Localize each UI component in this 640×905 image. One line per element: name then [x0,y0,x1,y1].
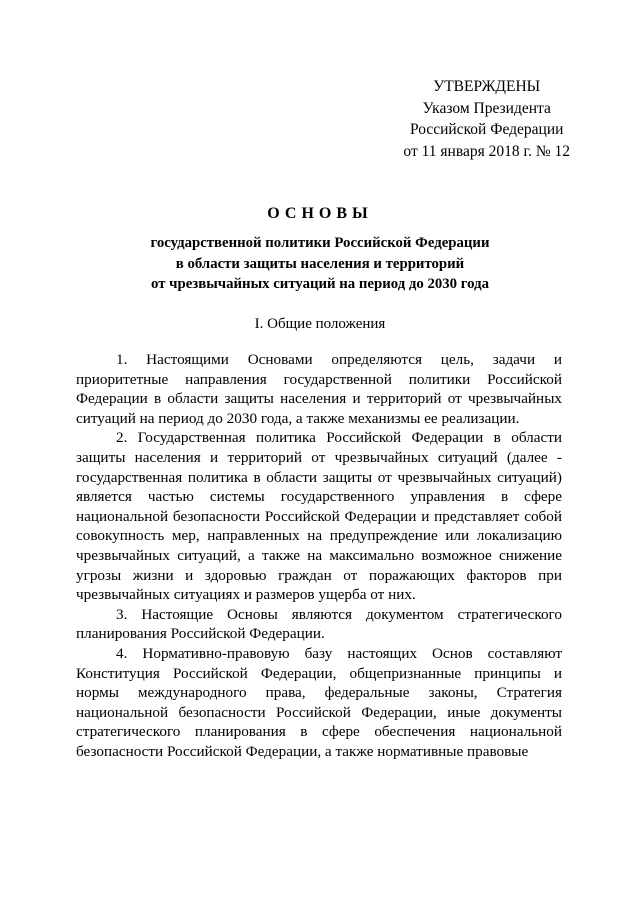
paragraph-3: 3. Настоящие Основы являются документом стратегического планирования Российской Федерации. [76,605,562,643]
document-body [76,350,562,761]
document-subtitle [0,233,640,295]
approval-block [403,76,570,162]
subtitle-line-2: в области защиты населения и территорий [175,255,465,272]
approval-decree: Указом Президента [422,99,551,117]
subtitle-line-1: государственной политики Российской Федерации [150,235,490,251]
section-heading: I. Общие положения [254,316,386,332]
paragraph-1: 1. Настоящими Основами определяются цель, задачи и приоритетные направления государственной политики Российской Федерации в области защиты населения и территорий от чрезвычайных ситуаций на период до 2030 года, а также механизмы ее реализации. [76,351,562,427]
document-title: ОСНОВЫ [267,205,373,222]
approval-date: от 11 января 2018 г. № 12 [403,142,570,160]
subtitle-line-3: от чрезвычайных ситуаций на период до 2030 года [150,276,489,292]
paragraph-2: 2. Государственная политика Российской Федерации в области защиты населения и территорий от чрезвычайных ситуаций (далее - государственная политика в области защиты от чрезвычайных ситуаций) является частью системы государственного управления в сфере национальной безопасности Российской Федерации и представляет собой совокупность мер, направленных на предупреждение или локализацию чрезвычайных ситуаций, а также на максимально возможное снижение угрозы жизни и здоровью граждан от поражающих факторов при чрезвычайных ситуациях и размеров ущерба от них. [76,429,562,604]
approval-status: УТВЕРЖДЕНЫ [433,78,541,95]
paragraph-4: 4. Нормативно-правовую базу настоящих Основ составляют Конституция Российской Федерации, общепризнанные принципы и нормы международного права, федеральные законы, Стратегия национальной безопасности Российской Федерации, иные документы стратегического планирования в сфере обеспечения национальной безопасности Российской Федерации, а также нормативные правовые [76,644,562,760]
approval-country: Российской Федерации [409,121,564,138]
